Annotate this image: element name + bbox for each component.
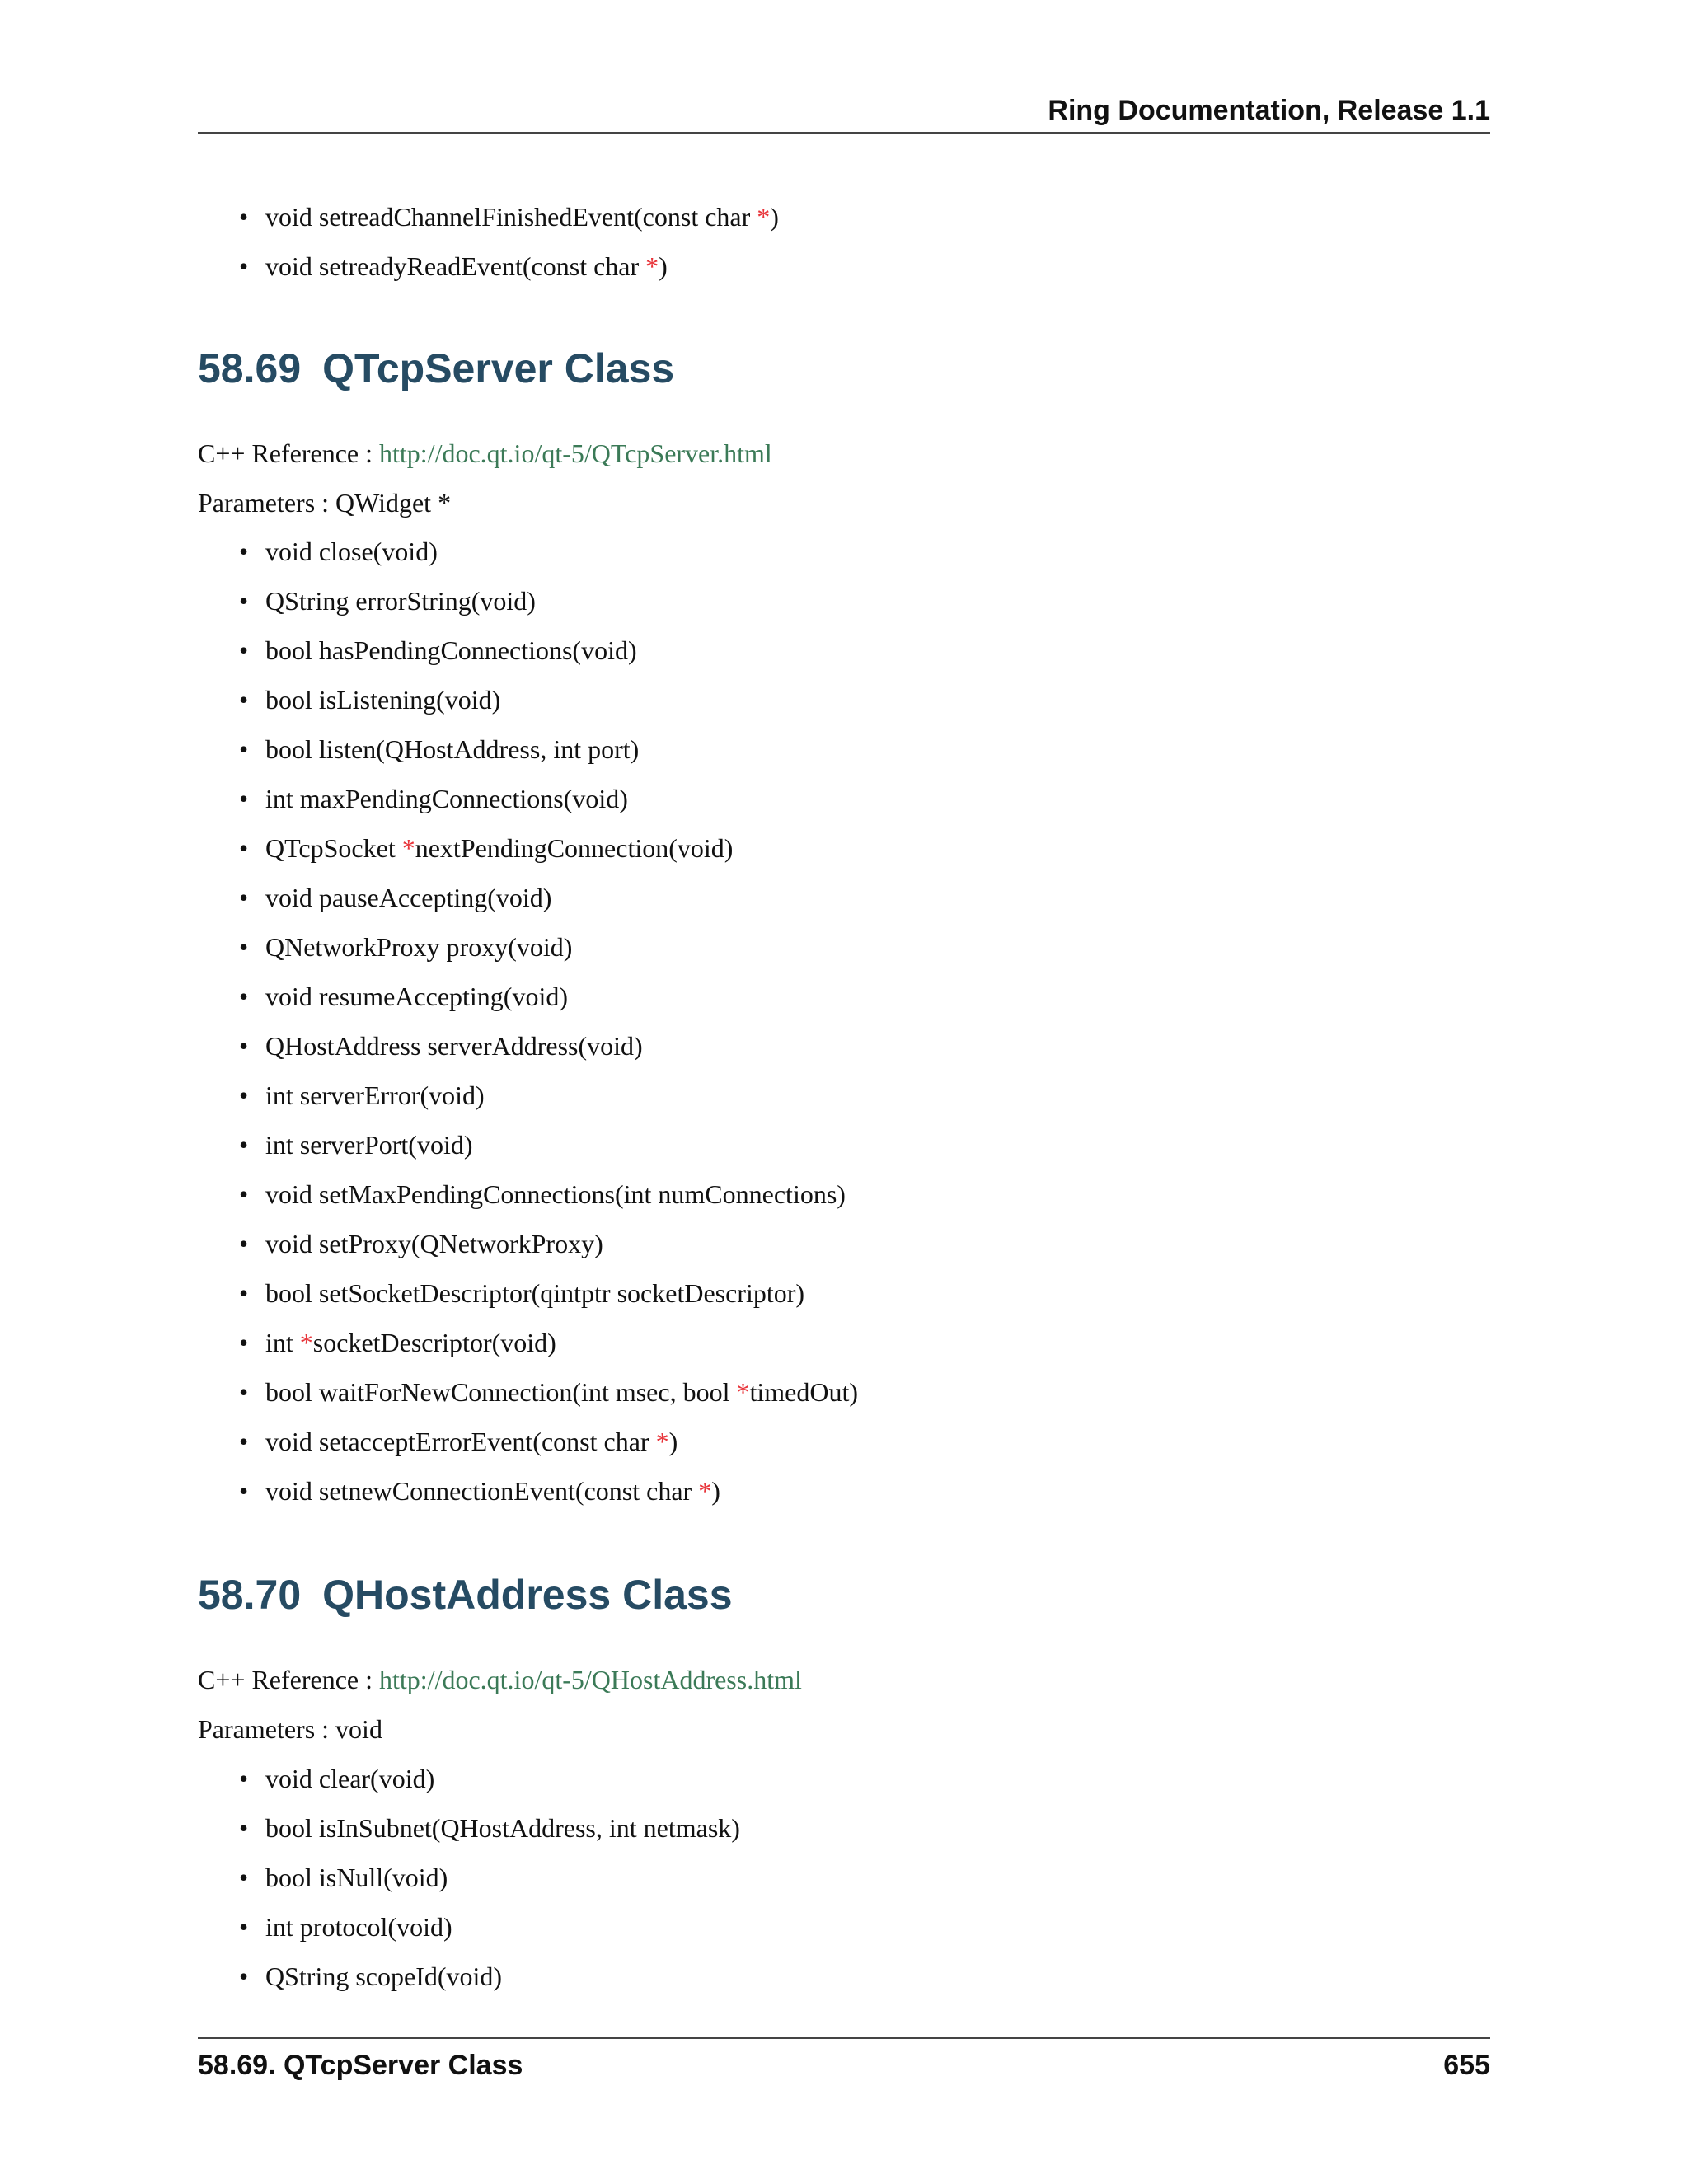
bullet-icon: • bbox=[239, 1863, 249, 1892]
list-item: • void pauseAccepting(void) bbox=[239, 873, 858, 922]
list-item: • bool listen(QHostAddress, int port) bbox=[239, 724, 858, 774]
bullet-icon: • bbox=[239, 635, 249, 665]
parameters-label: Parameters : bbox=[198, 488, 336, 518]
bullet-icon: • bbox=[239, 1813, 249, 1843]
parameters bbox=[198, 485, 451, 521]
parameters-label: Parameters : bbox=[198, 1714, 336, 1744]
section-title: QHostAddress Class bbox=[322, 1572, 733, 1618]
bullet-icon: • bbox=[239, 1764, 249, 1793]
bullet-icon: • bbox=[239, 784, 249, 813]
list-item: • bool setSocketDescriptor(qintptr socketDescriptor) bbox=[239, 1268, 858, 1318]
list-item: • void setnewConnectionEvent(const char *) bbox=[239, 1466, 858, 1516]
bullet-icon: • bbox=[239, 982, 249, 1011]
bullet-icon: • bbox=[239, 1476, 249, 1506]
list-item: • QString scopeId(void) bbox=[239, 1952, 740, 2001]
parameters-value: QWidget * bbox=[335, 488, 452, 518]
list-item: • bool isInSubnet(QHostAddress, int netmask) bbox=[239, 1803, 740, 1853]
section-heading-qtcpserver bbox=[198, 342, 674, 395]
bullet-icon: • bbox=[239, 1278, 249, 1308]
list-item: • void setreadChannelFinishedEvent(const char *) bbox=[239, 192, 779, 241]
page-footer bbox=[198, 2037, 1490, 2081]
reference-label: C++ Reference : bbox=[198, 1665, 379, 1694]
list-item: • void clear(void) bbox=[239, 1754, 740, 1803]
list-item: • QTcpSocket *nextPendingConnection(void) bbox=[239, 823, 858, 873]
reference-link[interactable]: http://doc.qt.io/qt-5/QHostAddress.html bbox=[379, 1665, 802, 1694]
list-item: • void setMaxPendingConnections(int numConnections) bbox=[239, 1169, 858, 1219]
parameters-value: void bbox=[335, 1714, 382, 1744]
list-item: • bool hasPendingConnections(void) bbox=[239, 626, 858, 675]
page-number: 655 bbox=[1443, 2050, 1490, 2081]
bullet-icon: • bbox=[239, 537, 249, 566]
list-item: • int maxPendingConnections(void) bbox=[239, 774, 858, 823]
cpp-reference bbox=[198, 1661, 802, 1698]
bullet-icon: • bbox=[239, 202, 249, 232]
section-number: 58.70 bbox=[198, 1572, 302, 1618]
list-item: • int serverPort(void) bbox=[239, 1120, 858, 1169]
list-item: • QString errorString(void) bbox=[239, 576, 858, 626]
list-item: • int serverError(void) bbox=[239, 1071, 858, 1120]
cpp-reference bbox=[198, 435, 772, 471]
bullet-icon: • bbox=[239, 1031, 249, 1061]
list-item: • void close(void) bbox=[239, 527, 858, 576]
bullet-icon: • bbox=[239, 1179, 249, 1209]
bullet-icon: • bbox=[239, 734, 249, 764]
bullet-icon: • bbox=[239, 1080, 249, 1110]
top-method-list bbox=[239, 192, 779, 291]
list-item: • void resumeAccepting(void) bbox=[239, 972, 858, 1021]
list-item: • QHostAddress serverAddress(void) bbox=[239, 1021, 858, 1071]
list-item: • void setacceptErrorEvent(const char *) bbox=[239, 1417, 858, 1466]
method-list-qhostaddress bbox=[239, 1754, 740, 2001]
bullet-icon: • bbox=[239, 1328, 249, 1357]
bullet-icon: • bbox=[239, 883, 249, 912]
bullet-icon: • bbox=[239, 1961, 249, 1991]
footer-section-label: 58.69. QTcpServer Class bbox=[198, 2050, 523, 2081]
list-item: • bool isListening(void) bbox=[239, 675, 858, 724]
reference-link[interactable]: http://doc.qt.io/qt-5/QTcpServer.html bbox=[379, 438, 772, 468]
method-list-qtcpserver bbox=[239, 527, 858, 1516]
bullet-icon: • bbox=[239, 251, 249, 281]
bullet-icon: • bbox=[239, 1229, 249, 1258]
list-item: • int protocol(void) bbox=[239, 1902, 740, 1952]
reference-label: C++ Reference : bbox=[198, 438, 379, 468]
page-header bbox=[198, 92, 1490, 134]
bullet-icon: • bbox=[239, 1427, 249, 1456]
bullet-icon: • bbox=[239, 685, 249, 715]
bullet-icon: • bbox=[239, 1377, 249, 1407]
list-item: • QNetworkProxy proxy(void) bbox=[239, 922, 858, 972]
bullet-icon: • bbox=[239, 1130, 249, 1160]
list-item: • bool isNull(void) bbox=[239, 1853, 740, 1902]
list-item: • int *socketDescriptor(void) bbox=[239, 1318, 858, 1367]
list-item: • void setreadyReadEvent(const char *) bbox=[239, 241, 779, 291]
bullet-icon: • bbox=[239, 932, 249, 962]
bullet-icon: • bbox=[239, 586, 249, 616]
section-heading-qhostaddress bbox=[198, 1568, 733, 1621]
bullet-icon: • bbox=[239, 833, 249, 863]
section-title: QTcpServer Class bbox=[322, 345, 675, 391]
list-item: • void setProxy(QNetworkProxy) bbox=[239, 1219, 858, 1268]
parameters bbox=[198, 1711, 382, 1747]
section-number: 58.69 bbox=[198, 345, 302, 391]
bullet-icon: • bbox=[239, 1912, 249, 1942]
list-item: • bool waitForNewConnection(int msec, bool *timedOut) bbox=[239, 1367, 858, 1417]
running-title: Ring Documentation, Release 1.1 bbox=[1048, 95, 1490, 126]
